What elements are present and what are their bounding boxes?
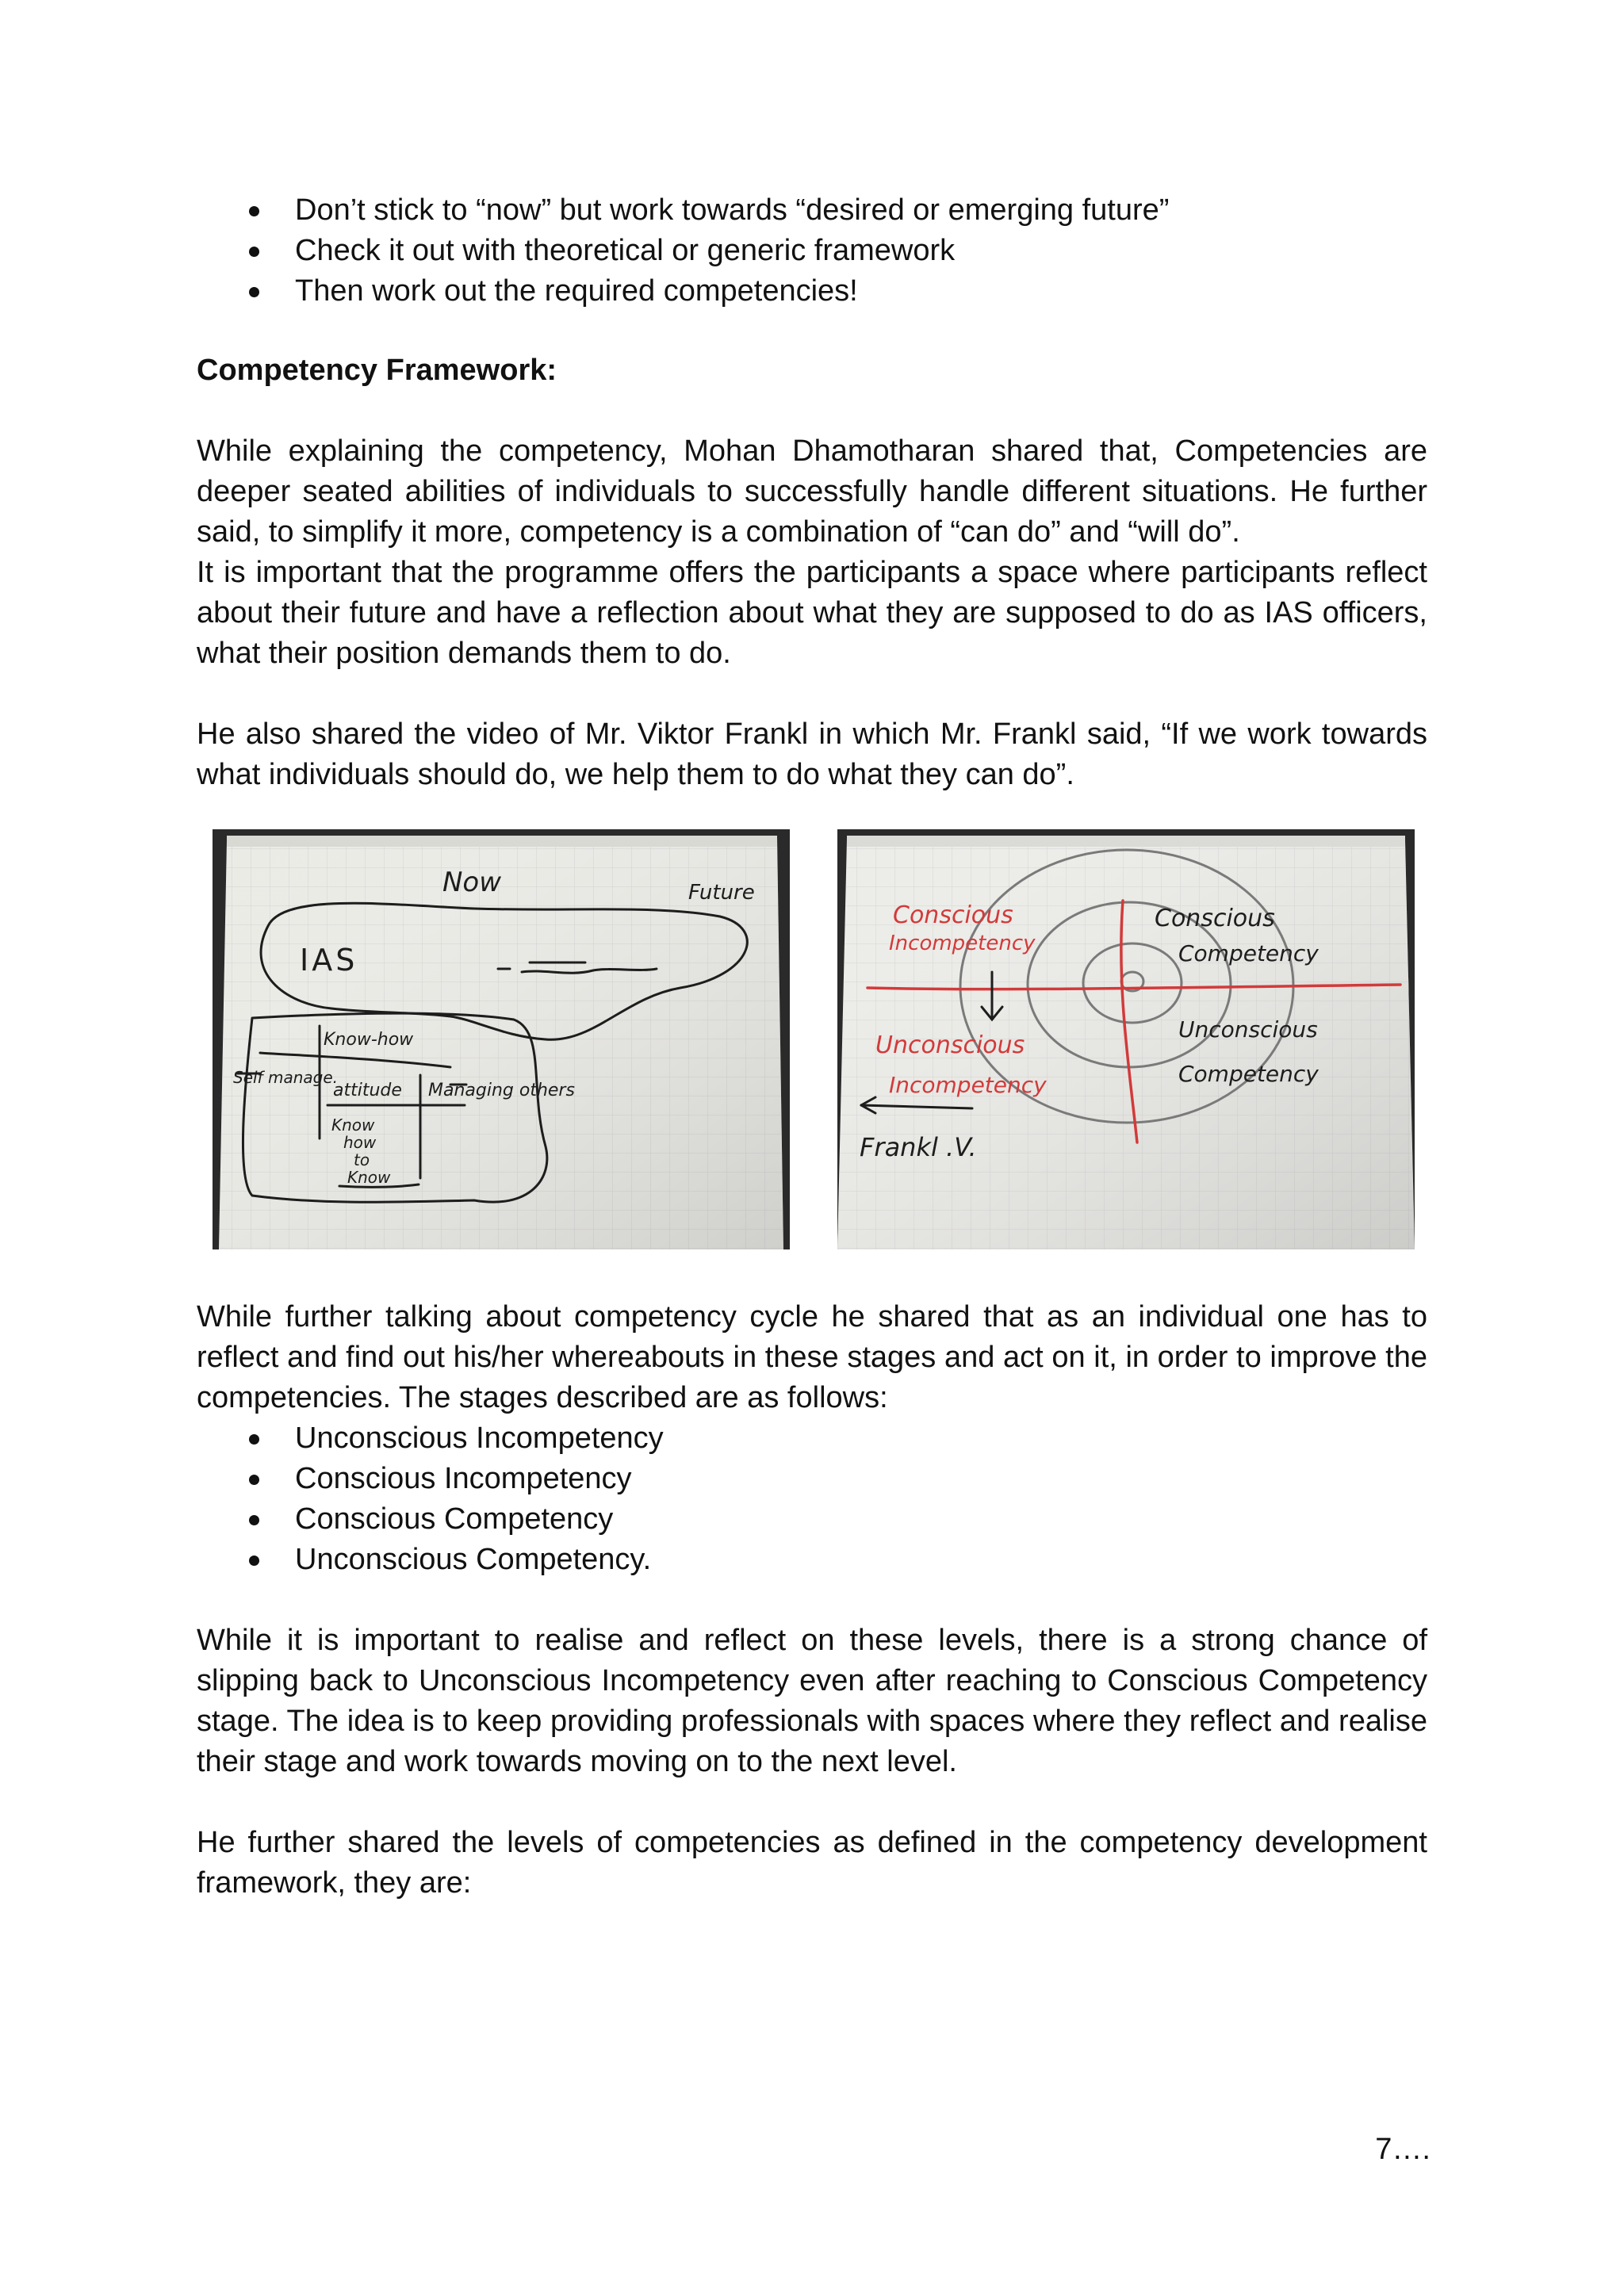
label-future: Future [688,881,755,905]
label-attitude: attitude [333,1081,402,1100]
flipchart-photo-now-future [213,829,790,1249]
label-know-how-to-know: how [343,1133,377,1152]
section-heading: Competency Framework: [197,354,557,387]
flipchart-photo-competency-matrix [837,829,1415,1249]
list-item: Conscious Incompetency [197,1459,1427,1499]
label-conscious-competency: Conscious [1155,905,1275,932]
flipchart-drawing-right [837,829,1415,1249]
list-item: Then work out the required competencies! [197,271,1427,312]
label-frankl: Frankl .V. [860,1132,977,1162]
label-self-manage: Self manage. [233,1068,338,1087]
label-ias: IAS [300,943,358,978]
label-conscious-competency: Competency [1178,940,1319,966]
label-unconscious-competency: Unconscious [1178,1016,1318,1043]
list-item: Unconscious Competency. [197,1540,1427,1580]
paragraph-slipping-back: While it is important to realise and reflect on these levels, there is a strong chance of slipping back to Unconscious Incompetency even after reaching to Conscious Competency stage. The idea is to keep providing professionals with spaces where they reflect and realise their stage and work towards moving on to the next level. [197,1624,1427,1778]
label-unconscious-competency: Competency [1178,1061,1319,1087]
list-item: Conscious Competency [197,1499,1427,1540]
label-know-how-to-know: Know [347,1168,391,1187]
paragraph-levels: He further shared the levels of competencies as defined in the competency development framework, they are: [197,1826,1427,1900]
label-know-how: Know-how [324,1030,414,1050]
list-item: Check it out with theoretical or generic framework [197,231,1427,271]
label-unconscious-incompetency: Unconscious [875,1031,1025,1059]
flipchart-drawing-left [213,829,790,1249]
list-item: Unconscious Incompetency [197,1418,1427,1459]
label-unconscious-incompetency: Incompetency [889,1072,1047,1098]
paragraph-competency-definition: While explaining the competency, Mohan Dhamotharan shared that, Competencies are deeper seated abilities of individuals to successfully handle different situations. He further said, to simplify it more, competency is a combination of “can do” and “will do”. [197,434,1427,549]
label-now: Now [442,867,502,898]
list-item: Don’t stick to “now” but work towards “desired or emerging future” [197,190,1427,231]
paragraph-frankl-quote: He also shared the video of Mr. Viktor Frankl in which Mr. Frankl said, “If we work towards what individuals should do, we help them to do what they can do”. [197,718,1427,791]
label-managing-others: Managing others [428,1081,575,1100]
intro-bullet-list [197,190,1427,312]
stages-bullet-list [197,1418,1427,1580]
label-know-how-to-know: to [354,1150,370,1169]
label-conscious-incompetency: Incompetency [889,932,1036,955]
paragraph-programme-space: It is important that the programme offers the participants a space where participants reflect about their future and have a reflection about what they are supposed to do as IAS officers, what their position demands them to do. [197,556,1427,670]
label-conscious-incompetency: Conscious [893,901,1013,929]
page-number: 7…. [1375,2133,1431,2166]
flipchart-photos [213,829,1415,1249]
paragraph-competency-cycle: While further talking about competency cycle he shared that as an individual one has to reflect and find out his/her whereabouts in these stages and act on it, in order to improve the competencies. The stages described are as follows: [197,1300,1427,1414]
label-know-how-to-know: Know [331,1115,375,1135]
